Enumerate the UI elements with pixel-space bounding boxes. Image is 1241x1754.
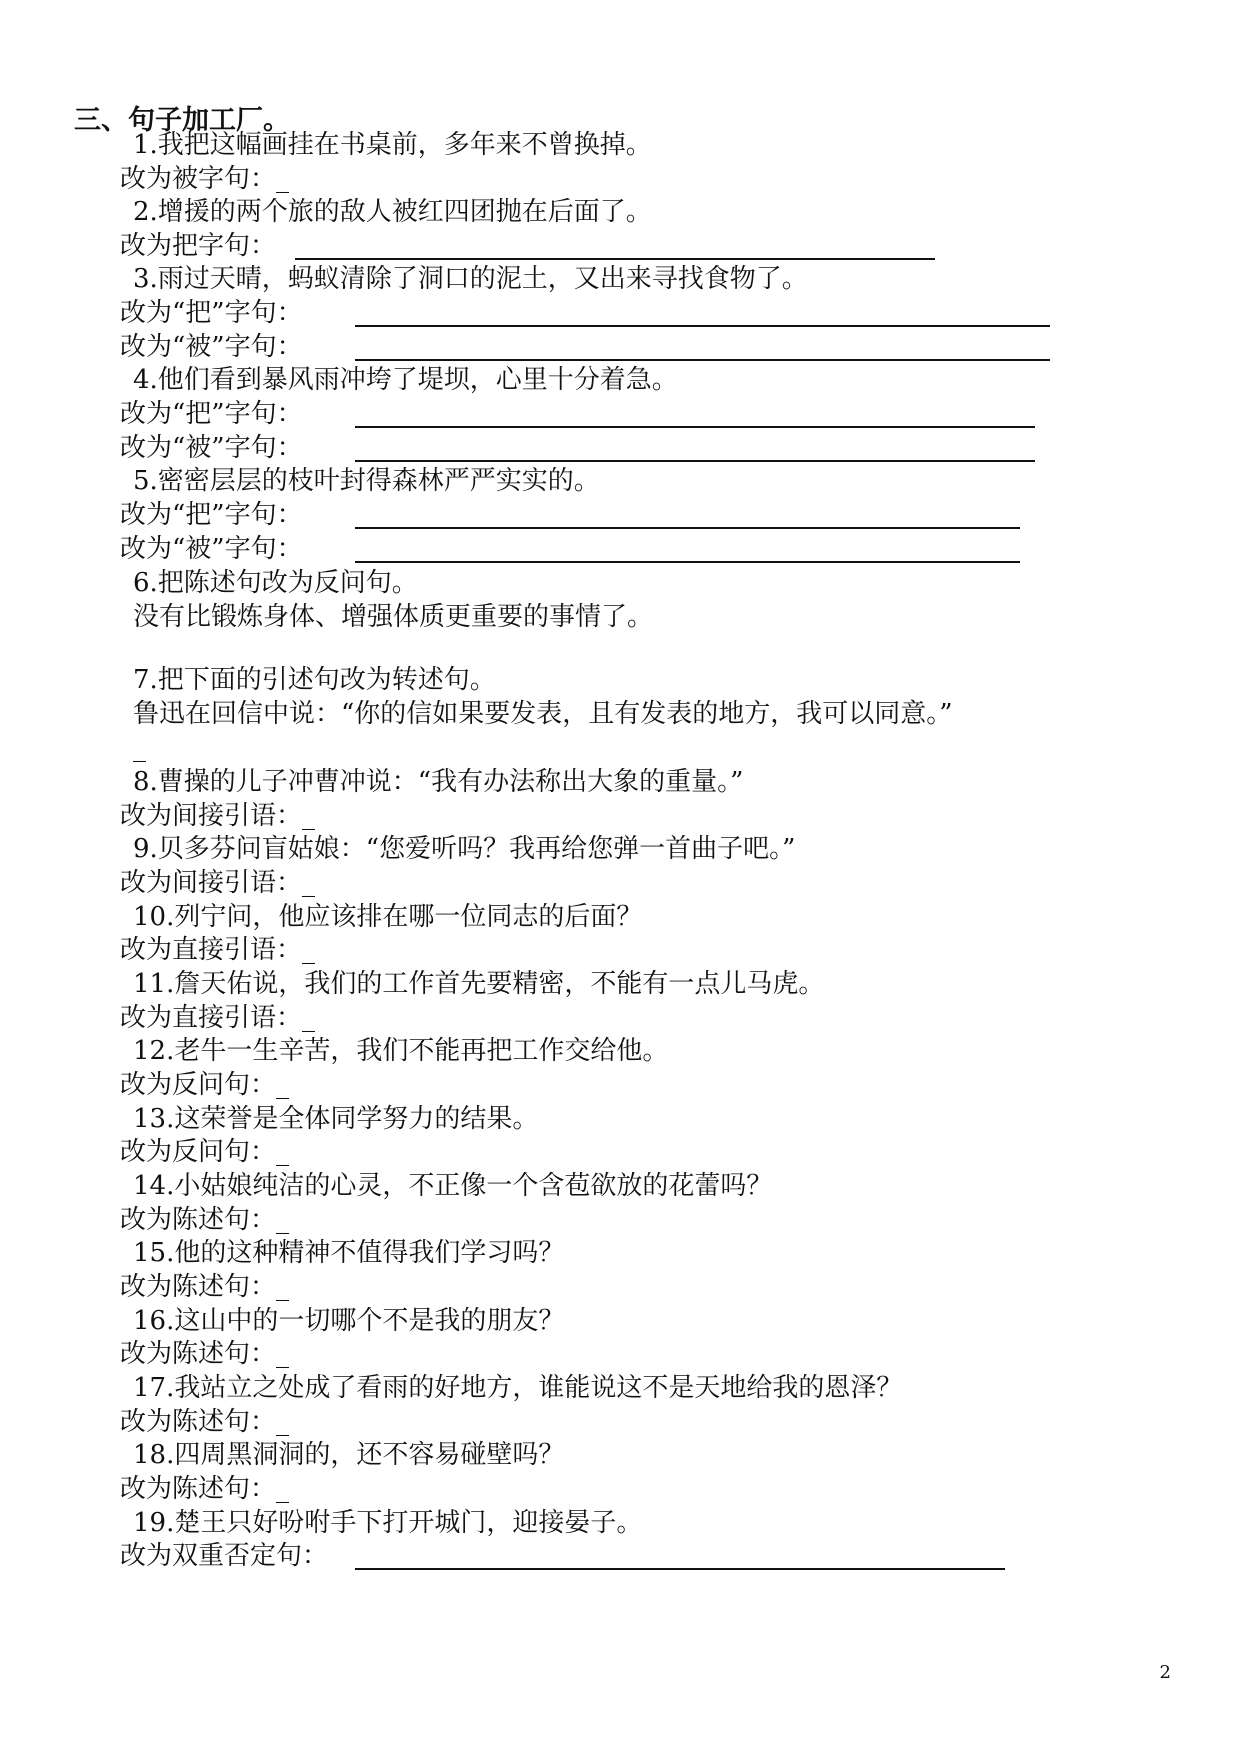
question-14: 14.小姑娘纯洁的心灵，不正像一个含苞欲放的花蕾吗？ — [133, 1171, 773, 1201]
answer-prompt-8: 改为间接引语：_ — [120, 801, 316, 831]
section-title: 三、句子加工厂。 — [74, 105, 290, 136]
answer-line-5-bei[interactable] — [355, 561, 1020, 563]
answer-line-19[interactable] — [355, 1568, 1005, 1570]
question-19: 19.楚王只好吩咐手下打开城门，迎接晏子。 — [133, 1508, 643, 1538]
question-12: 12.老牛一生辛苦，我们不能再把工作交给他。 — [133, 1036, 669, 1066]
answer-prompt-2: 改为把字句： — [120, 231, 277, 261]
question-3: 3.雨过天晴，蚂蚁清除了洞口的泥土，又出来寻找食物了。 — [133, 264, 808, 294]
answer-prompt-17: 改为陈述句：_ — [120, 1407, 290, 1437]
page-number: 2 — [1159, 1662, 1171, 1683]
answer-prompt-19: 改为双重否定句： — [120, 1541, 329, 1571]
answer-prompt-16: 改为陈述句：_ — [120, 1339, 290, 1369]
answer-line-5-ba[interactable] — [355, 527, 1020, 529]
question-18: 18.四周黑洞洞的，还不容易碰壁吗？ — [133, 1440, 565, 1470]
answer-prompt-11: 改为直接引语：_ — [120, 1003, 316, 1033]
answer-prompt-9: 改为间接引语：_ — [120, 868, 316, 898]
answer-line-2[interactable] — [295, 258, 935, 260]
answer-prompt-3-ba: 改为“把”字句： — [120, 298, 303, 328]
question-2: 2.增援的两个旅的敌人被红四团抛在后面了。 — [133, 197, 652, 227]
question-16: 16.这山中的一切哪个不是我的朋友？ — [133, 1306, 565, 1336]
question-8: 8.曹操的儿子冲曹冲说：“我有办法称出大象的重量。” — [133, 767, 744, 797]
question-9: 9.贝多芬问盲姑娘：“您爱听吗？我再给您弹一首曲子吧。” — [133, 834, 796, 864]
answer-blank-7[interactable]: _ — [133, 733, 146, 763]
answer-prompt-15: 改为陈述句：_ — [120, 1272, 290, 1302]
answer-line-4-bei[interactable] — [355, 460, 1035, 462]
question-7-sentence: 鲁迅在回信中说：“你的信如果要发表，且有发表的地方，我可以同意。” — [133, 699, 953, 729]
question-1: 1.我把这幅画挂在书桌前，多年来不曾换掉。 — [133, 130, 652, 160]
question-5: 5.密密层层的枝叶封得森林严严实实的。 — [133, 466, 600, 496]
question-10: 10.列宁问，他应该排在哪一位同志的后面？ — [133, 902, 643, 932]
answer-prompt-14: 改为陈述句：_ — [120, 1205, 290, 1235]
question-15: 15.他的这种精神不值得我们学习吗？ — [133, 1238, 565, 1268]
question-4: 4.他们看到暴风雨冲垮了堤坝，心里十分着急。 — [133, 365, 678, 395]
question-6: 6.把陈述句改为反问句。 — [133, 568, 418, 598]
answer-prompt-12: 改为反问句：_ — [120, 1070, 290, 1100]
answer-prompt-13: 改为反问句：_ — [120, 1137, 290, 1167]
answer-prompt-18: 改为陈述句：_ — [120, 1474, 290, 1504]
question-7: 7.把下面的引述句改为转述句。 — [133, 665, 496, 695]
answer-prompt-5-bei: 改为“被”字句： — [120, 534, 303, 564]
answer-prompt-1: 改为被字句：_ — [120, 164, 290, 194]
answer-prompt-3-bei: 改为“被”字句： — [120, 332, 303, 362]
answer-line-3-ba[interactable] — [355, 325, 1050, 327]
question-17: 17.我站立之处成了看雨的好地方，谁能说这不是天地给我的恩泽？ — [133, 1373, 903, 1403]
question-6-sentence: 没有比锻炼身体、增强体质更重要的事情了。 — [133, 602, 654, 632]
answer-line-4-ba[interactable] — [355, 426, 1035, 428]
answer-prompt-10: 改为直接引语：_ — [120, 935, 316, 965]
question-11: 11.詹天佑说，我们的工作首先要精密，不能有一点儿马虎。 — [133, 969, 825, 999]
question-13: 13.这荣誉是全体同学努力的结果。 — [133, 1104, 539, 1134]
answer-prompt-4-bei: 改为“被”字句： — [120, 433, 303, 463]
answer-prompt-4-ba: 改为“把”字句： — [120, 399, 303, 429]
answer-line-3-bei[interactable] — [355, 359, 1050, 361]
answer-prompt-5-ba: 改为“把”字句： — [120, 500, 303, 530]
